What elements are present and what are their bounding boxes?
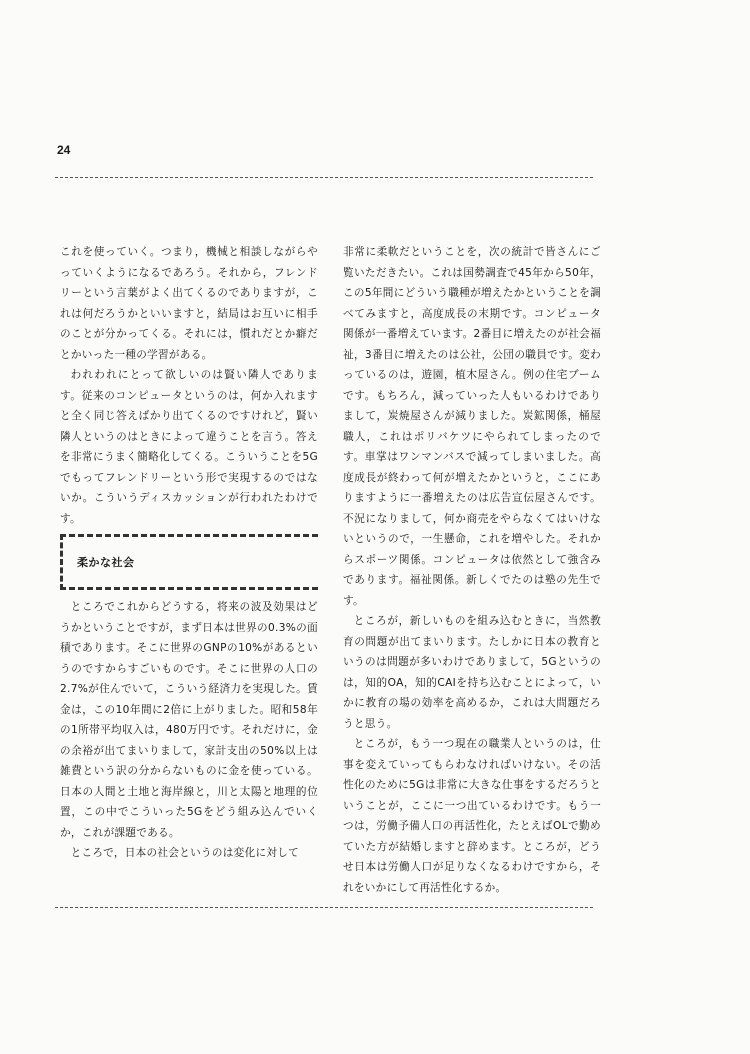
- right-column: [343, 242, 601, 898]
- left-paragraph-4: ところで，日本の社会というのは変化に対して: [70, 847, 300, 859]
- left-paragraph-1: これを使っていく。つまり，機械と相談しながらやっていくようになるであろう。それから，フレンドリーという言葉がよく出てくるのでありますが，これは何だろうかといいますと，結局はお互いに相手のことが分かってくる。それには，慣れだとか癖だとかいった一種の学習がある。: [60, 246, 318, 361]
- left-paragraph-2: われわれにとって欲しいのは賢い隣人であります。従来のコンピュータというのは，何か入れますと全く同じ答えばかり出てくるのですけれど，賢い隣人というのはときによって違うことを言う。答えを非常にうまく簡略化してくる。こういうことを5Gでもってフレンドリーという形で実現するのではないか。こういうディスカッションが行われたわけです。: [60, 369, 318, 525]
- right-paragraph-1: 非常に柔軟だということを，次の統計で皆さんにご覧いただきたい。これは国勢調査で45年から50年，この5年間にどういう職種が増えたかということを調べてみますと，高度成長の末期です。コンピュータ関係が一番増えています。2番目に増えたのが社会福祉，3番目に増えたのは公社，公団の職員です。変わっているのは，遊園，植木屋さん。例の住宅ブームです。もちろん，減っていった人もいるわけでありまして，炭焼屋さんが減りました。炭鉱関係，桶屋職人，これはポリバケツにやられてしまったのです。車掌はワンマンバスで減ってしまいました。高度成長が終わって何が増えたかというと，ここにありますように一番増えたのは広告宣伝屋さんです。不況になりまして，何か商売をやらなくてはいけないというので，一生懸命，これを増やした。それからスポーツ関係。コンピュータは依然として強含みであります。福祉関係。新しくでたのは塾の先生です。: [343, 246, 601, 607]
- left-paragraph-3: ところでこれからどうする，将来の波及効果はどうかということですが，まず日本は世界の0.3%の面積であります。そこに世界のGNPの10%があるというのですからすごいものです。そこに世界の人口の2.7%が住んでいて，こういう経済力を実現した。賃金は，この10年間に2倍に上がりました。昭和58年の1所帯平均収入は，480万円です。それだけに，金の余裕が出てまいりまして，家計支出の50%以上は雑費という訳の分からないものに金を使っている。日本の人間と土地と海岸線と，川と太陽と地理的位置，この中でこういった5Gをどう組み込んでいくか，これが課題である。: [60, 601, 318, 839]
- section-heading-box: [60, 534, 318, 590]
- left-column: [60, 242, 318, 864]
- bottom-rule: [55, 907, 593, 908]
- page-number: 24: [57, 143, 71, 157]
- right-paragraph-3: ところが，もう一つ現在の職業人というのは，仕事を変えていってもらわなければいけない。その活性化のために5Gは非常に大きな仕事をするだろうということが，ここに一つ出ているわけです。もう一つは，労働予備人口の再活性化，たとえばOLで勤めていた方が結婚しますと辞めます。ところが，どうせ日本は労働人口が足りなくなるわけですから，それをいかにして再活性化するか。: [343, 738, 601, 894]
- section-heading: 柔かな社会: [77, 556, 135, 569]
- top-rule: [55, 177, 593, 178]
- right-paragraph-2: ところが，新しいものを組み込むときに，当然教育の問題が出てまいります。たしかに日本の教育というのは問題が多いわけでありまして，5Gというのは，知的OA，知的CAIを持ち込むことによって，いかに教育の場の効率を高めるか，これは大問題だろうと思う。: [343, 615, 601, 730]
